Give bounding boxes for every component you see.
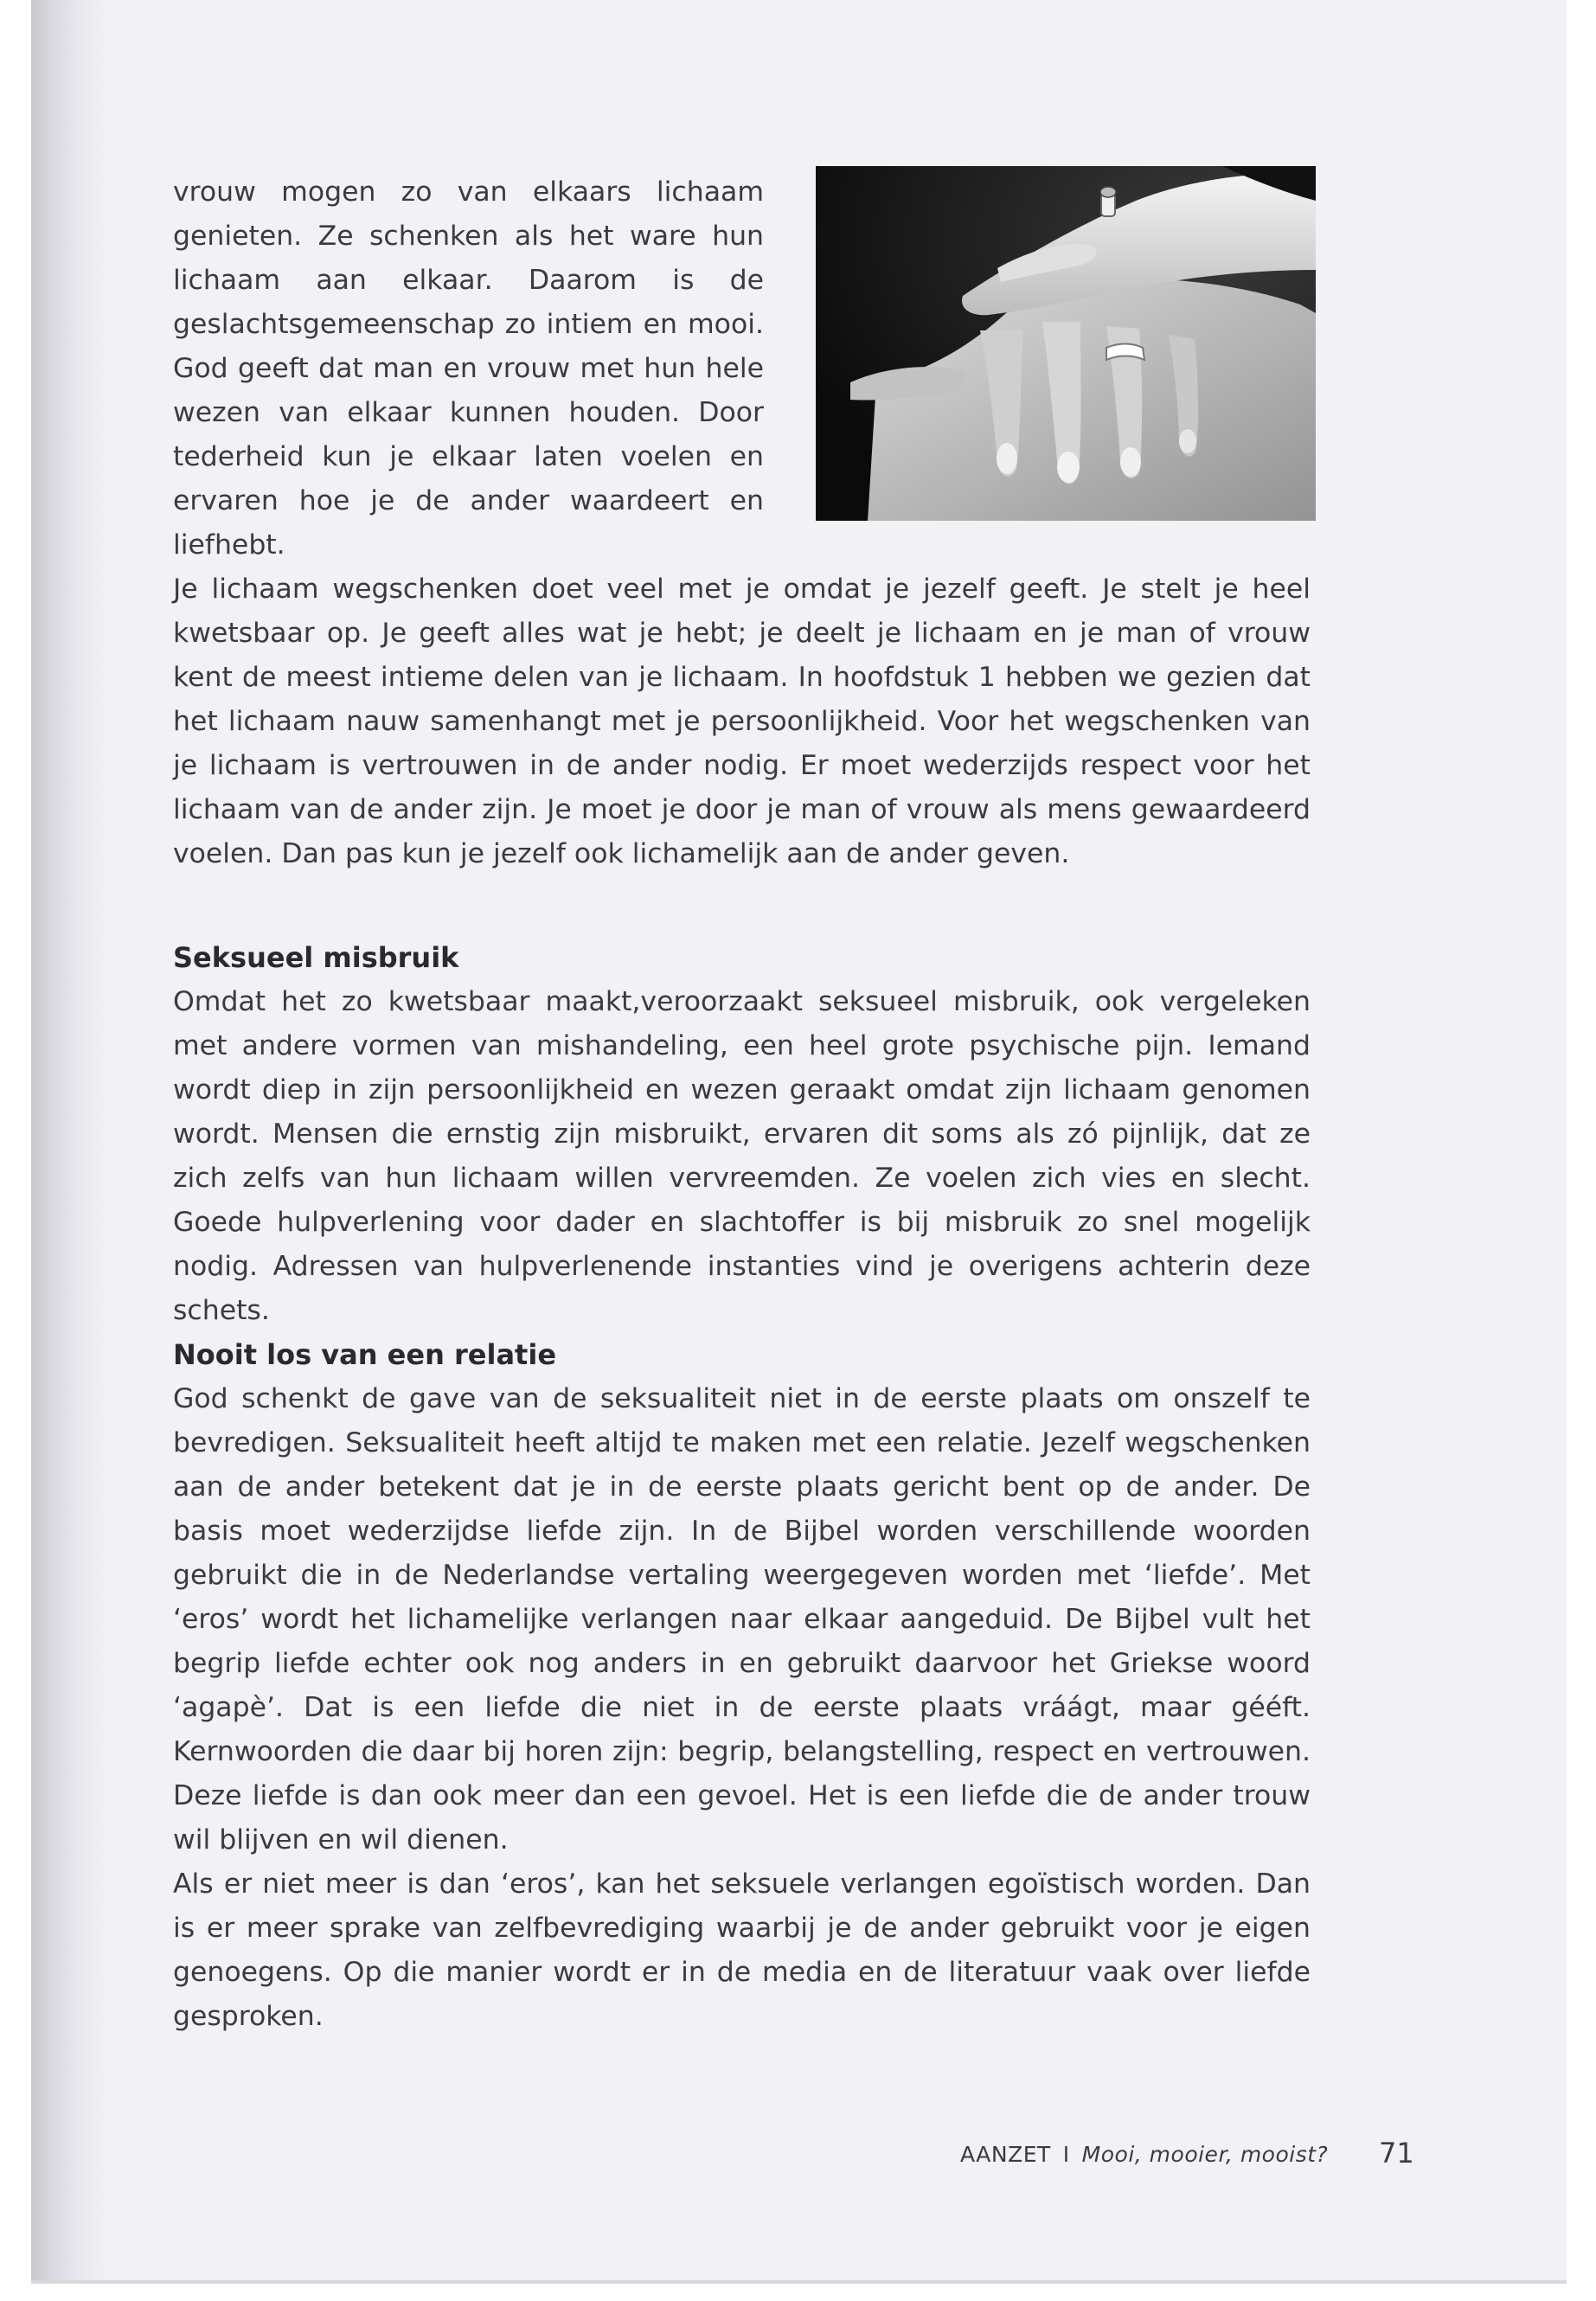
section-heading-misbruik: Seksueel misbruik bbox=[173, 941, 459, 974]
section-body-relatie bbox=[173, 1377, 1311, 2039]
page-gutter-shadow bbox=[31, 0, 109, 2284]
intro-text bbox=[173, 170, 1311, 876]
paragraph: God schenkt de gave van de seksualiteit niet in de eerste plaats om onszelf te bevredigen. Seksualiteit heeft altijd te maken met een relatie. Jezelf wegschenken aan de ander betekent dat je in de eerste plaats gericht bent op de ander. De basis moet wederzijdse liefde zijn. In de Bijbel worden verschillende woorden gebruikt die in de Nederlandse vertaling weergegeven worden met ‘liefde’. Met ‘eros’ wordt het lichamelijke verlangen naar elkaar aangeduid. De Bijbel vult het begrip liefde echter ook nog anders in en gebruikt daarvoor het Griekse woord ‘agapè’. Dat is een liefde die niet in de eerste plaats vráágt, maar gééft. Kernwoorden die daar bij horen zijn: begrip, belangstelling, respect en vertrouwen. Deze liefde is dan ook meer dan een gevoel. Het is een liefde die de ander trouw wil blijven en wil dienen. bbox=[173, 1383, 1311, 1856]
series-name: AANZET bbox=[960, 2142, 1051, 2167]
section-body-misbruik bbox=[173, 980, 1311, 1333]
paragraph: Omdat het zo kwetsbaar maakt,veroorzaakt seksueel misbruik, ook vergeleken met andere vormen van mishandeling, een heel grote psychische pijn. Iemand wordt diep in zijn persoonlijkheid en wezen geraakt omdat zijn lichaam genomen wordt. Mensen die ernstig zijn misbruikt, ervaren dit soms als zó pijnlijk, dat ze zich zelfs van hun lichaam willen vervreemden. Ze voelen zich vies en slecht. Goede hulpverlening voor dader en slachtoffer is bij misbruik zo snel mogelijk nodig. Adressen van hulpverlenende instanties vind je overigens achterin deze schets. bbox=[173, 986, 1311, 1326]
paragraph: Als er niet meer is dan ‘eros’, kan het seksuele verlangen egoïstisch worden. Dan is er meer sprake van zelfbevrediging waarbij je de ander gebruikt voor je eigen genoegens. Op die manier wordt er in de media en de literatuur vaak over liefde gesproken. bbox=[173, 1868, 1311, 2032]
intro-paragraph-beside-photo: vrouw mogen zo van elkaars lichaam genieten. Ze schenken als het ware hun lichaam aan elkaar. Daarom is de geslachtsgemeenschap zo intiem en mooi. God geeft dat man en vrouw met hun hele wezen van elkaar kunnen houden. Door tederheid kun je elkaar laten voelen en ervaren hoe je de ander waardeert en liefhebt. bbox=[173, 176, 764, 561]
page-number: 71 bbox=[1379, 2137, 1414, 2170]
book-title: Mooi, mooier, mooist? bbox=[1081, 2142, 1329, 2167]
section-heading-relatie: Nooit los van een relatie bbox=[173, 1338, 557, 1371]
intro-paragraph: Je lichaam wegschenken doet veel met je omdat je jezelf geeft. Je stelt je heel kwetsbaar op. Je geeft alles wat je hebt; je deelt je lichaam en je man of vrouw kent de meest intieme delen van je lichaam. In hoofdstuk 1 hebben we gezien dat het lichaam nauw samenhangt met je persoonlijkheid. Voor het wegschenken van je lichaam is vertrouwen in de ander nodig. Er moet wederzijds respect voor het lichaam van de ander zijn. Je moet je door je man of vrouw als mens gewaardeerd voelen. Dan pas kun je jezelf ook lichamelijk aan de ander geven. bbox=[173, 574, 1311, 869]
running-footer bbox=[960, 2142, 1328, 2167]
footer-separator: I bbox=[1062, 2142, 1070, 2167]
page-edge bbox=[31, 2280, 1567, 2284]
